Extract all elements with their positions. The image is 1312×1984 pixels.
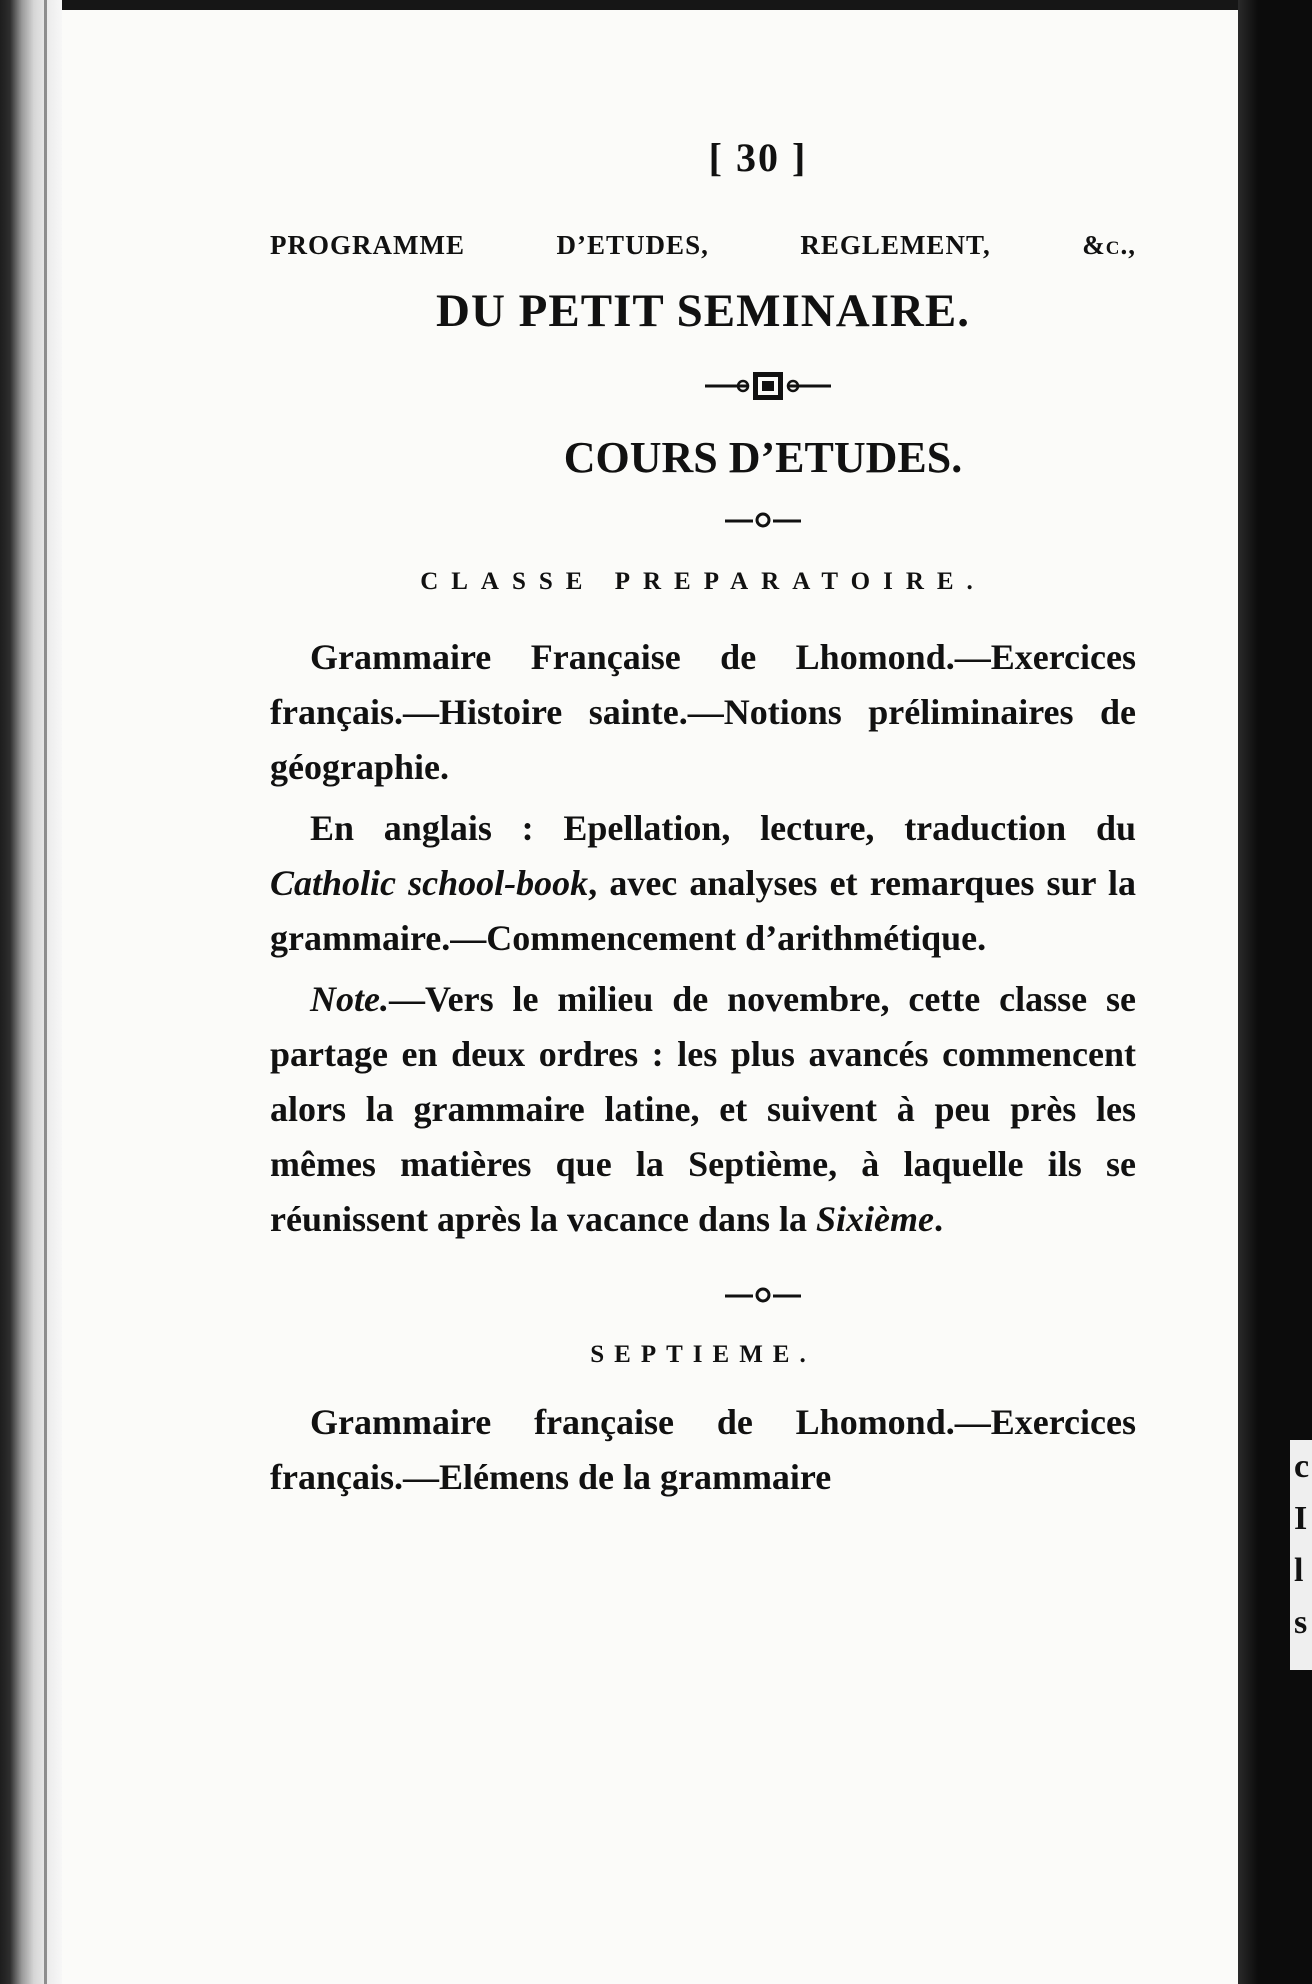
main-title: DU PETIT SEMINAIRE. (436, 285, 970, 337)
next-page-fragment: I (1294, 1500, 1308, 1537)
class-heading-preparatoire: CLASSE PREPARATOIRE. (420, 568, 986, 595)
next-page-fragment: c (1294, 1448, 1310, 1485)
note-end: . (934, 1199, 943, 1239)
book-binding-gutter (0, 0, 62, 1984)
note-text: —Vers le milieu de novembre, cette classe se partage en deux ordres : les plus avancés commencent alors la grammaire latine, et suivent à peu près les mêmes matières que la Septième, à laquelle ils se réunissent après la vacance dans la (270, 979, 1136, 1239)
next-page-fragment: l (1294, 1552, 1304, 1589)
page-text-block (270, 128, 1136, 1505)
paragraph-text-start: En anglais : Epellation, lecture, traduction du (310, 808, 1136, 848)
paragraph-septieme-1 (270, 1395, 1136, 1505)
scan-top-edge (0, 0, 1312, 10)
running-title: PROGRAMME D’ETUDES, REGLEMENT, &c., (270, 230, 1136, 260)
small-ornament-icon-2 (390, 1283, 1136, 1307)
sixieme-italic: Sixième (816, 1199, 934, 1239)
paragraph-text: Grammaire française de Lhomond.—Exercices français.—Elémens de la grammaire (270, 1402, 1136, 1497)
book-title-italic: Catholic school-book (270, 863, 589, 903)
paragraph-note (270, 972, 1136, 1247)
scan-right-edge (1238, 0, 1312, 1984)
fleuron-ornament-icon (400, 368, 1136, 404)
next-page-fragment: s (1294, 1604, 1308, 1641)
small-ornament-icon (390, 508, 1136, 532)
note-label-italic: Note. (310, 979, 389, 1019)
paragraph-preparatoire-2 (270, 801, 1136, 966)
class-heading-septieme: SEPTIEME. (590, 1341, 816, 1368)
binding-line (44, 0, 47, 1984)
paragraph-text: Grammaire Française de Lhomond.—Exercices français.—Histoire sainte.—Notions préliminaires de géographie. (270, 637, 1136, 787)
paragraph-text-end: , avec analyses et remarques sur la grammaire.—Commencement d’arithmétique. (270, 863, 1136, 958)
paragraph-preparatoire-1 (270, 630, 1136, 795)
page-number: [ 30 ] (708, 135, 808, 180)
section-title: COURS D’ETUDES. (563, 433, 963, 482)
